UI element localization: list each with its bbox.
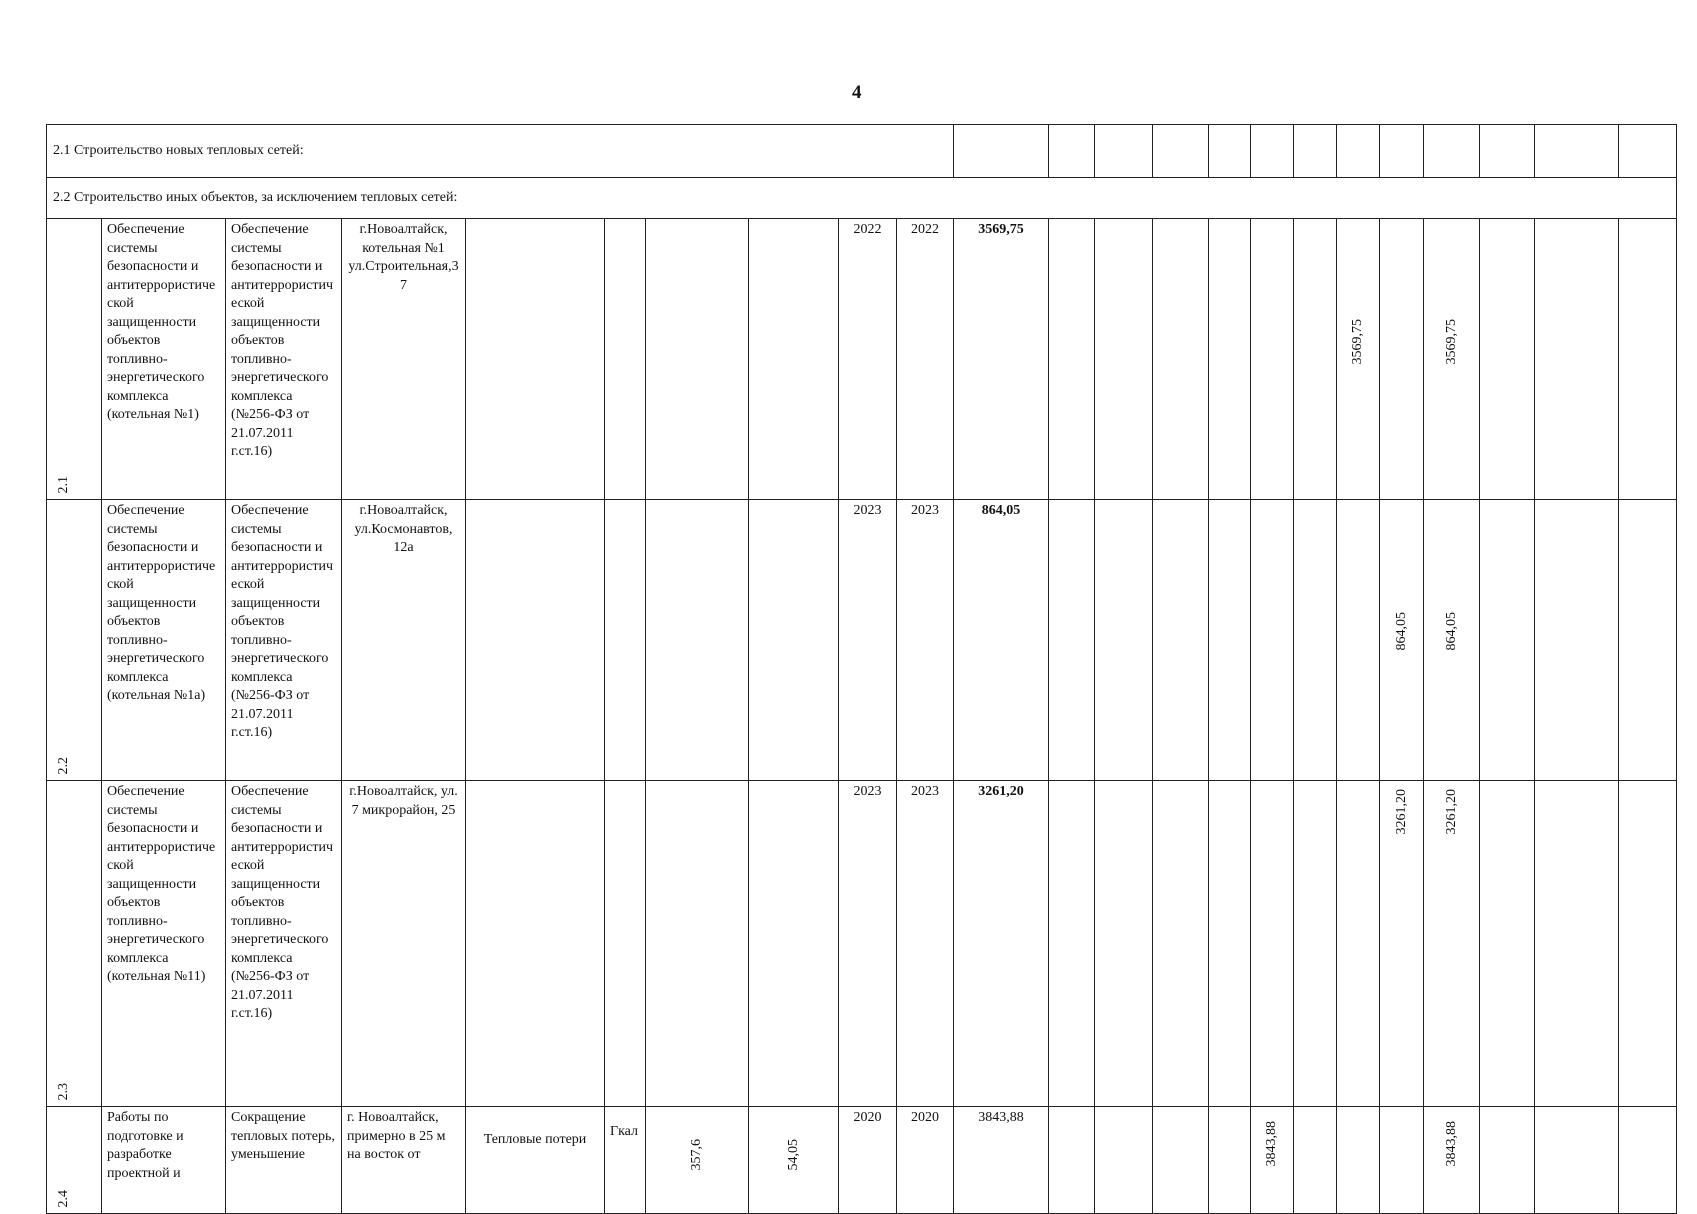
total-value: 864,05: [1424, 500, 1480, 781]
row-number: 2.2: [47, 500, 102, 781]
value-2: 54,05: [749, 1107, 839, 1214]
unit: Гкал: [605, 1107, 646, 1214]
year-value-b: 864,05: [1380, 500, 1424, 781]
year-start: 2020: [839, 1107, 897, 1214]
table-row: [47, 781, 1677, 1107]
year-end: 2020: [897, 1107, 954, 1214]
object-purpose: Обеспечение системы безопасности и антитеррористической защищенности объектов топливно-энергетического комплекса (№256-ФЗ от 21.07.2011 г.ст.16): [226, 500, 342, 781]
object-location: г. Новоалтайск, примерно в 25 м на восток от: [342, 1107, 466, 1214]
object-name: Обеспечение системы безопасности и антитеррористической защищенности объектов топливно-энергетического комплекса (котельная №1): [102, 219, 226, 500]
value-2: [749, 219, 839, 500]
object-purpose: Обеспечение системы безопасности и антитеррористической защищенности объектов топливно-энергетического комплекса (№256-ФЗ от 21.07.2011 г.ст.16): [226, 219, 342, 500]
value-2: [749, 781, 839, 1107]
year-end: 2023: [897, 781, 954, 1107]
total-value: 3569,75: [1424, 219, 1480, 500]
object-name: Обеспечение системы безопасности и антитеррористической защищенности объектов топливно-энергетического комплекса (котельная №11): [102, 781, 226, 1107]
object-name: Работы по подготовке и разработке проектной и: [102, 1107, 226, 1214]
value-1: [646, 781, 749, 1107]
value-1: 357,6: [646, 1107, 749, 1214]
table-row: [47, 500, 1677, 781]
year-start: 2023: [839, 500, 897, 781]
year-end: 2023: [897, 500, 954, 781]
total-value: 3261,20: [1424, 781, 1480, 1107]
unit: [605, 500, 646, 781]
year-value-c: 3843,88: [1251, 1107, 1294, 1214]
year-start: 2023: [839, 781, 897, 1107]
table-row: [47, 1107, 1677, 1214]
year-end: 2022: [897, 219, 954, 500]
total-cost: 3843,88: [954, 1107, 1049, 1214]
indicator: Тепловые потери: [466, 1107, 605, 1214]
unit: [605, 219, 646, 500]
object-purpose: Сокращение тепловых потерь, уменьшение: [226, 1107, 342, 1214]
section-title: 2.1 Строительство новых тепловых сетей:: [47, 125, 954, 178]
indicator: [466, 500, 605, 781]
year-value-a: 3569,75: [1337, 219, 1380, 500]
row-number: 2.1: [47, 219, 102, 500]
year-start: 2022: [839, 219, 897, 500]
total-cost: 3569,75: [954, 219, 1049, 500]
year-value-b: 3261,20: [1380, 781, 1424, 1107]
row-number: 2.4: [47, 1107, 102, 1214]
value-2: [749, 500, 839, 781]
object-purpose: Обеспечение системы безопасности и антитеррористической защищенности объектов топливно-энергетического комплекса (№256-ФЗ от 21.07.2011 г.ст.16): [226, 781, 342, 1107]
value-1: [646, 500, 749, 781]
object-name: Обеспечение системы безопасности и антитеррористической защищенности объектов топливно-энергетического комплекса (котельная №1а): [102, 500, 226, 781]
unit: [605, 781, 646, 1107]
page-number: 4: [852, 82, 862, 103]
row-number: 2.3: [47, 781, 102, 1107]
total-value: 3843,88: [1424, 1107, 1480, 1214]
total-cost: 864,05: [954, 500, 1049, 781]
object-location: г.Новоалтайск, ул. 7 микрорайон, 25: [342, 781, 466, 1107]
object-location: г.Новоалтайск, котельная №1 ул.Строительная,37: [342, 219, 466, 500]
object-location: г.Новоалтайск, ул.Космонавтов, 12а: [342, 500, 466, 781]
table-row: [47, 219, 1677, 500]
section-title: 2.2 Строительство иных объектов, за исключением тепловых сетей:: [47, 178, 1677, 219]
total-cost: 3261,20: [954, 781, 1049, 1107]
indicator: [466, 219, 605, 500]
investment-program-table: [46, 124, 1677, 1214]
indicator: [466, 781, 605, 1107]
value-1: [646, 219, 749, 500]
section-row-2-1: [47, 125, 1677, 178]
section-row-2-2: [47, 178, 1677, 219]
